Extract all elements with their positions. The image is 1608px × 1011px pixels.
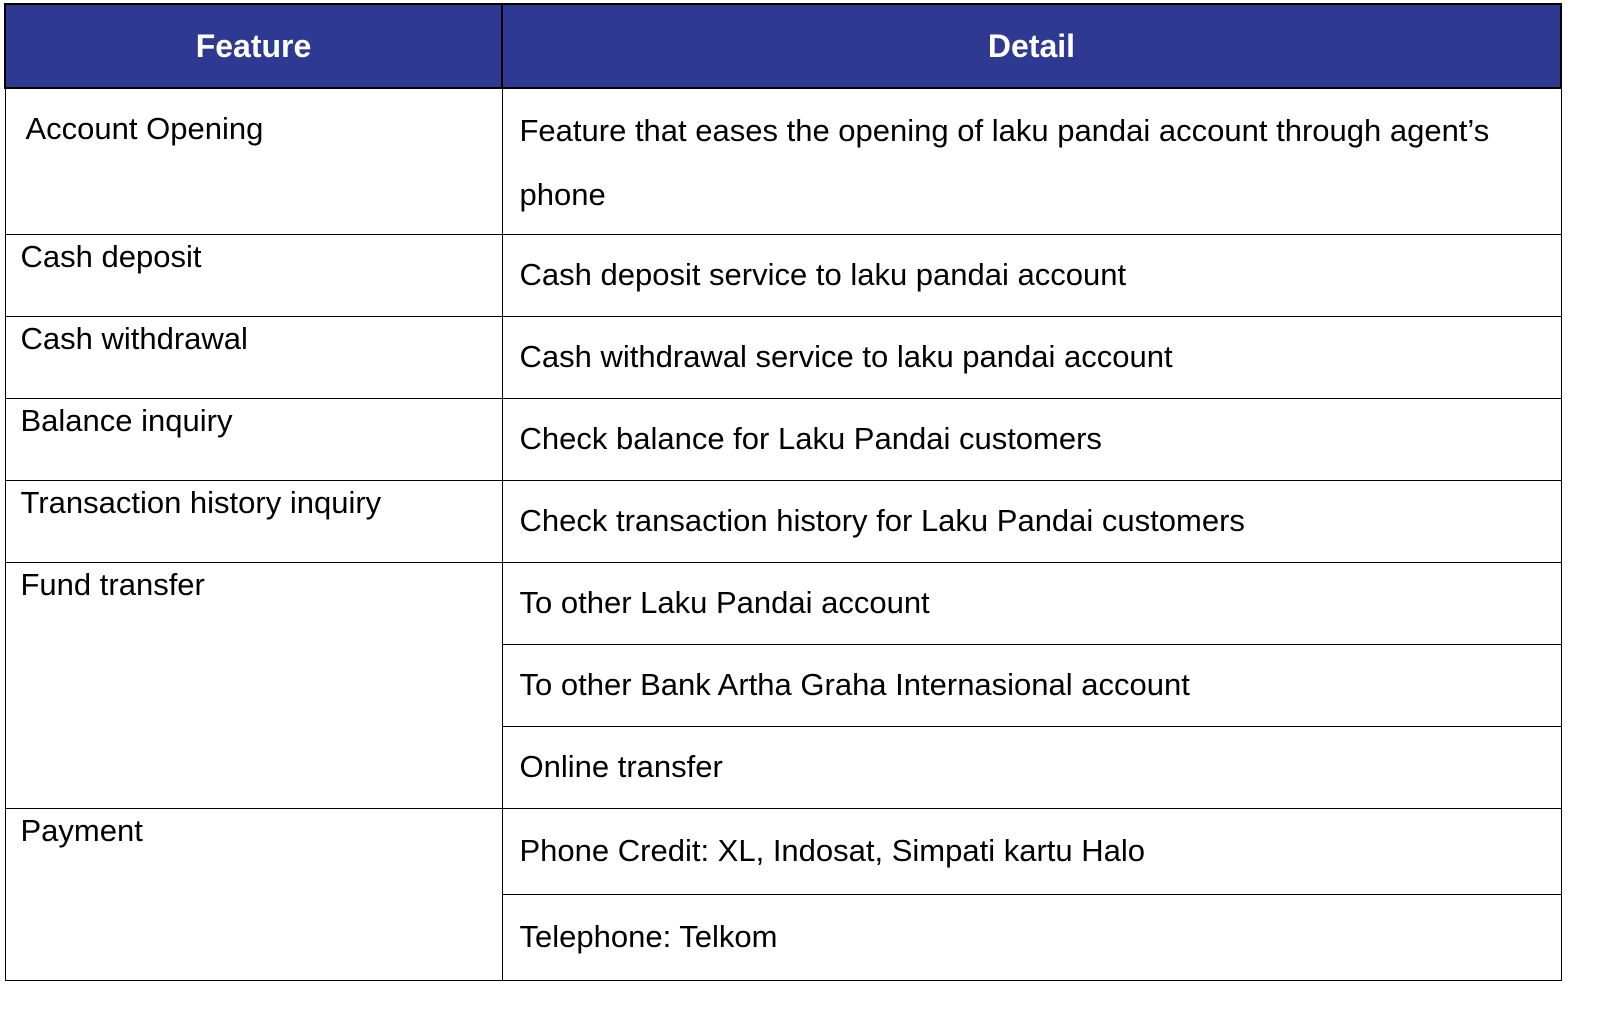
table-row — [5, 398, 1561, 480]
feature-cell: Cash deposit — [5, 234, 502, 316]
detail-cell: Online transfer — [502, 726, 1561, 808]
feature-table — [4, 3, 1562, 981]
header-detail: Detail — [502, 4, 1561, 88]
header-feature: Feature — [5, 4, 502, 88]
detail-cell: Telephone: Telkom — [502, 894, 1561, 980]
table-row — [5, 88, 1561, 234]
detail-text: Feature that eases the opening of laku pandai account through agent’s phone — [519, 113, 1490, 212]
detail-cell: Check balance for Laku Pandai customers — [502, 398, 1561, 480]
feature-cell: Transaction history inquiry — [5, 480, 502, 562]
detail-cell: Check transaction history for Laku Pandai customers — [502, 480, 1561, 562]
feature-cell: Balance inquiry — [5, 398, 502, 480]
table-row — [5, 234, 1561, 316]
table-row — [5, 808, 1561, 894]
feature-cell: Payment — [5, 808, 502, 980]
detail-cell: To other Laku Pandai account — [502, 562, 1561, 644]
detail-cell: Cash deposit service to laku pandai account — [502, 234, 1561, 316]
header-row — [5, 4, 1561, 88]
feature-cell: Account Opening — [5, 88, 502, 234]
feature-cell: Fund transfer — [5, 562, 502, 808]
detail-cell: Phone Credit: XL, Indosat, Simpati kartu Halo — [502, 808, 1561, 894]
table-row — [5, 562, 1561, 644]
table-row — [5, 316, 1561, 398]
detail-cell — [502, 88, 1561, 234]
detail-cell: To other Bank Artha Graha Internasional account — [502, 644, 1561, 726]
table-row — [5, 480, 1561, 562]
feature-cell: Cash withdrawal — [5, 316, 502, 398]
detail-cell: Cash withdrawal service to laku pandai account — [502, 316, 1561, 398]
